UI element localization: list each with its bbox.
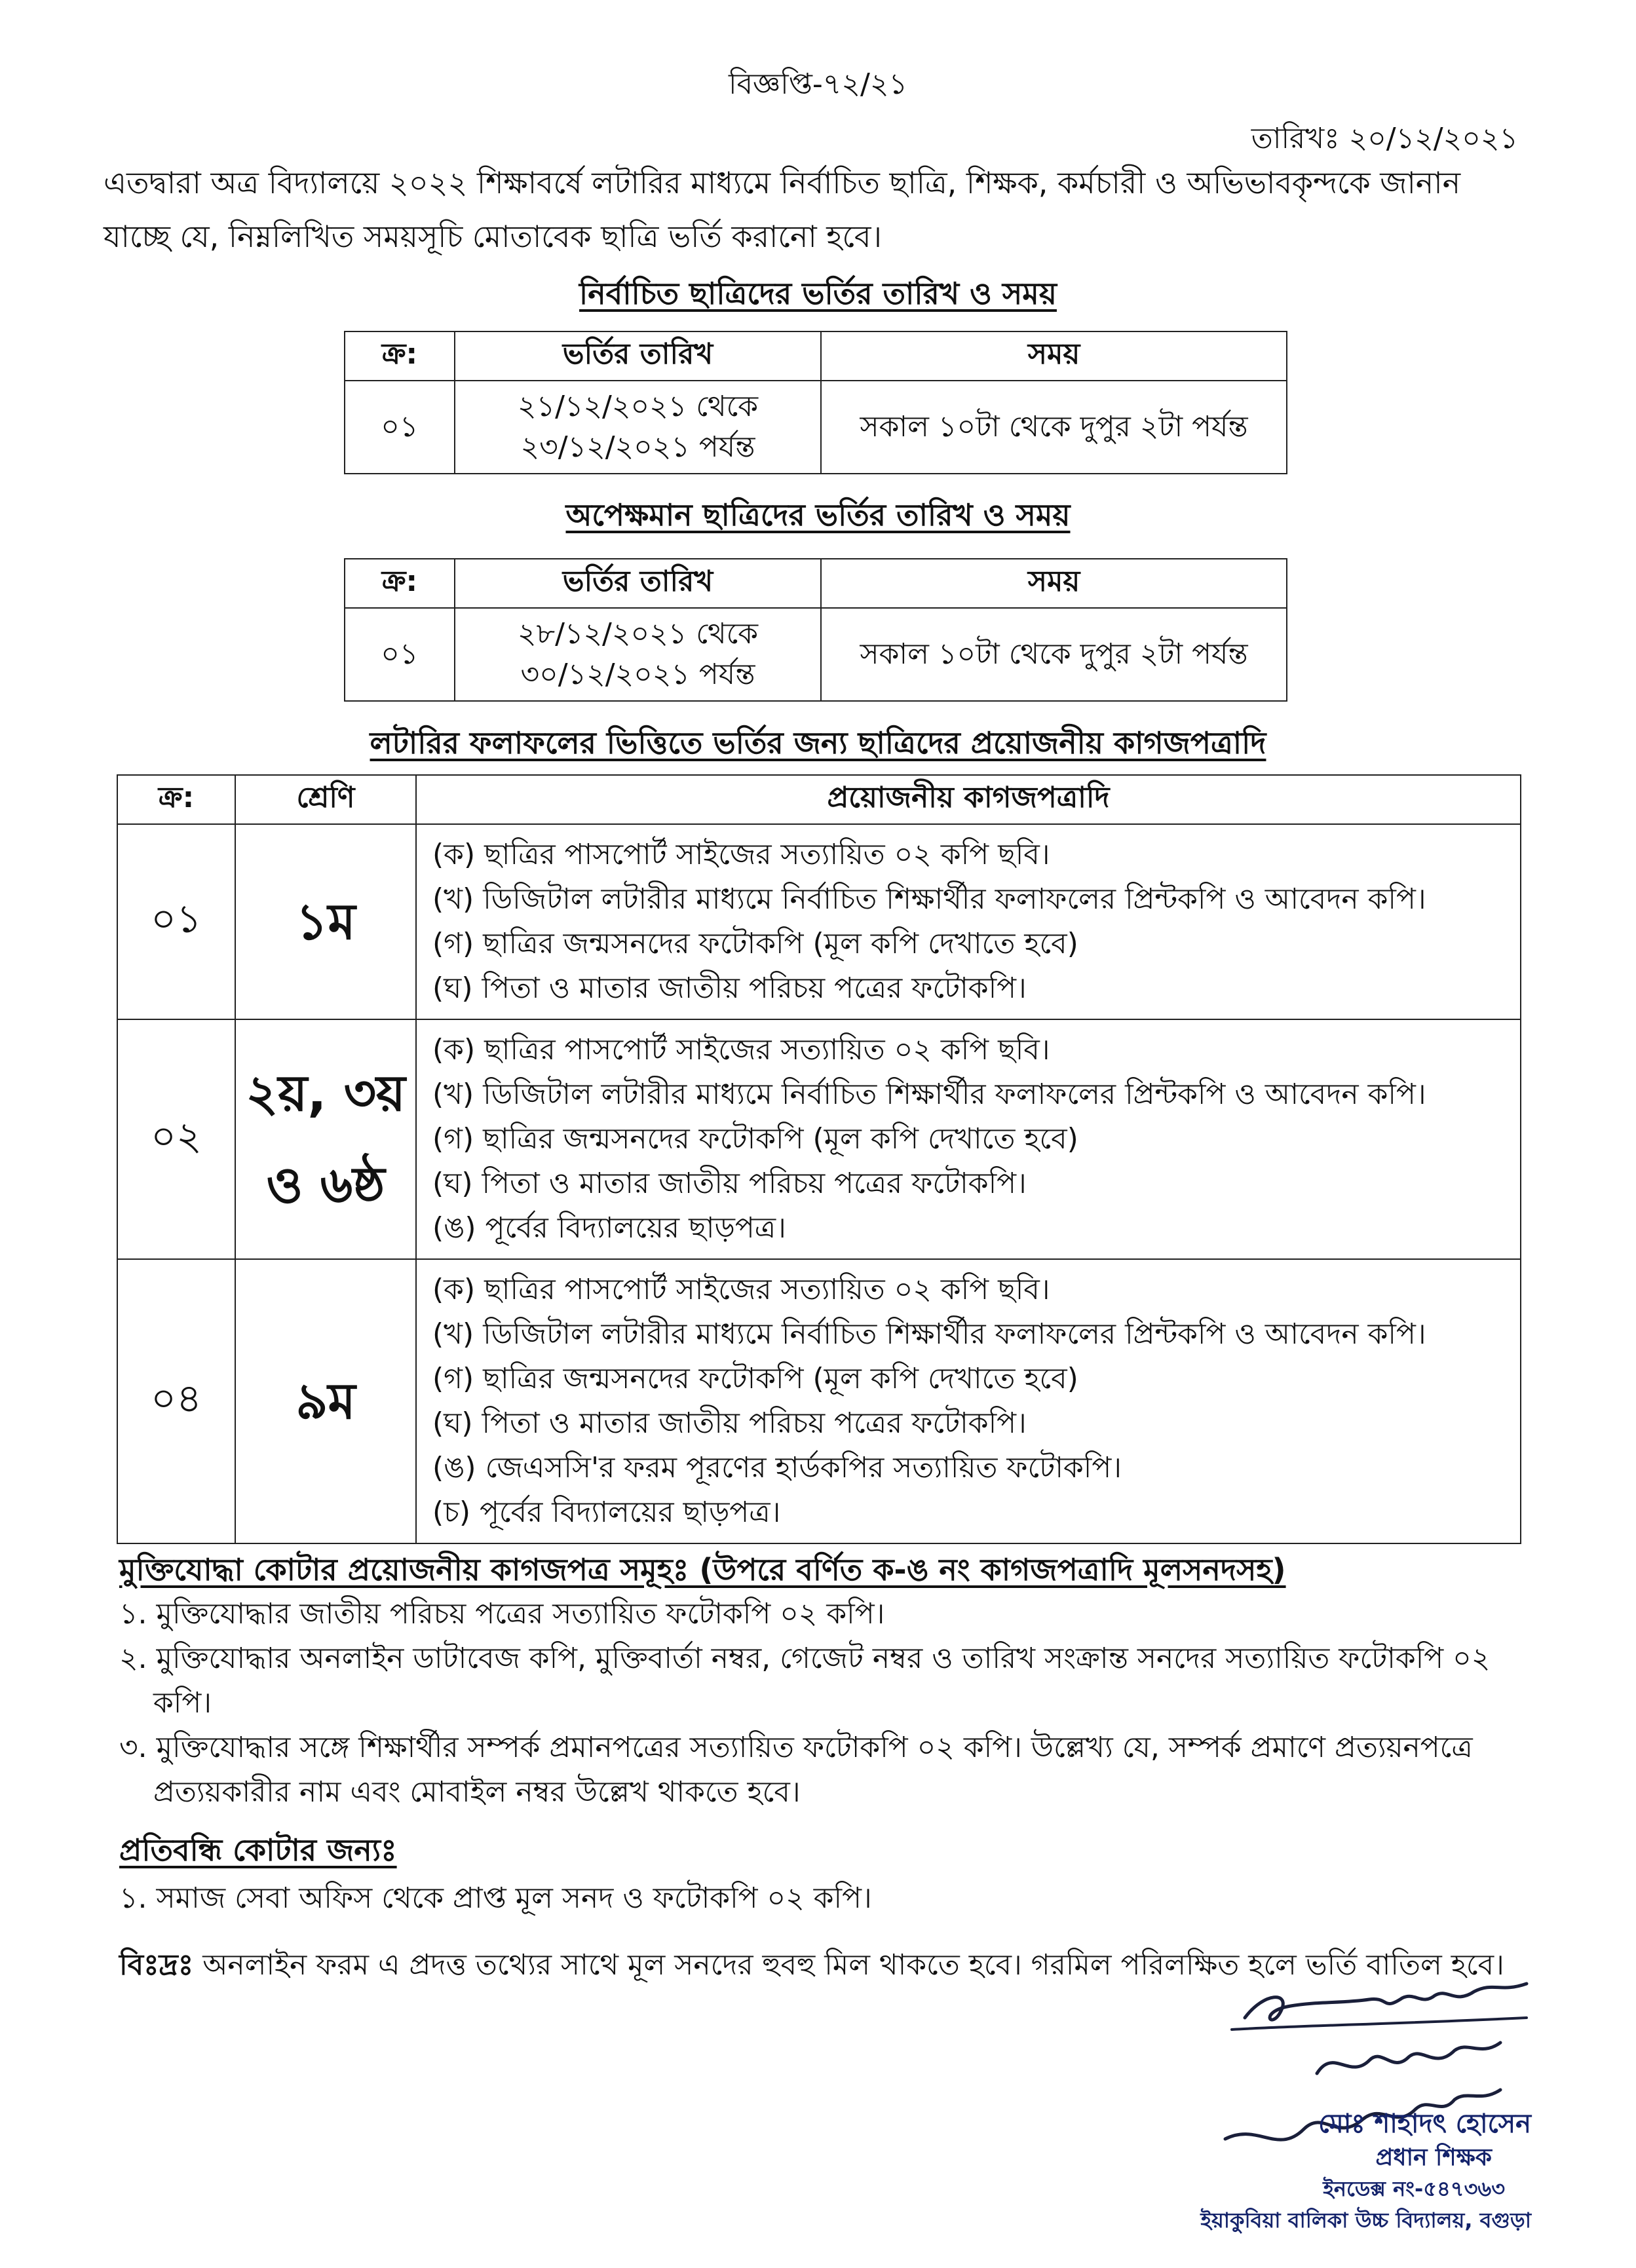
row-documents (416, 1259, 1521, 1543)
cell-time: সকাল ১০টা থেকে দুপুর ২টা পর্যন্ত (821, 381, 1287, 474)
list-item: (ঘ) পিতা ও মাতার জাতীয় পরিচয় পত্রের ফটোকপি। (432, 1167, 1027, 1200)
footnote-label: বিঃদ্রঃ (119, 1948, 194, 1982)
notice-number: বিজ্ঞপ্তি-৭২/২১ (728, 67, 908, 101)
cell-sl: ০১ (345, 381, 455, 474)
disability-quota-title: প্রতিবন্ধি কোটার জন্যঃ (119, 1832, 397, 1868)
row-sl: ০২ (117, 1019, 235, 1259)
table-header-row (345, 331, 1287, 381)
list-item: (ক) ছাত্রির পাসপোর্ট সাইজের সত্যায়িত ০২ কপি ছবি। (432, 838, 1050, 871)
list-item: (গ) ছাত্রির জন্মসনদের ফটোকপি (মূল কপি দেখাতে হবে) (432, 1122, 1078, 1156)
row-class: ৯ম (235, 1259, 416, 1543)
header-sl: ক্র: (345, 331, 455, 381)
cell-date: ২৮/১২/২০২১ থেকে ৩০/১২/২০২১ পর্যন্ত (455, 608, 821, 701)
signatory-name: মোঃ শাহাদৎ হোসেন (1318, 2109, 1531, 2139)
selected-schedule-title: নির্বাচিত ছাত্রিদের ভর্তির তারিখ ও সময় (579, 276, 1057, 311)
freedom-fighter-quota-title: মুক্তিযোদ্ধা কোটার প্রয়োজনীয় কাগজপত্র সমূহঃ (উপরে বর্ণিত ক-ঙ নং কাগজপত্রাদি মূলসনদসহ) (119, 1552, 1286, 1587)
table-row (345, 381, 1287, 474)
list-item: ৩. মুক্তিযোদ্ধার সঙ্গে শিক্ষার্থীর সম্পর্ক প্রমানপত্রের সত্যায়িত ফটোকপি ০২ কপি। উল্লেখ্য যে, সম্পর্ক প্রমাণে প্রত্যয়নপত্রে প্রত্যয়কারীর নাম এবং মোবাইল নম্বর উল্লেখ থাকতে হবে। (119, 1731, 1473, 1809)
header-sl: ক্র: (345, 559, 455, 608)
list-item: (ঙ) জেএসসি'র ফরম পূরণের হার্ডকপির সত্যায়িত ফটোকপি। (432, 1451, 1122, 1484)
freedom-fighter-quota-list (119, 1592, 1495, 1815)
cell-sl: ০১ (345, 608, 455, 701)
signatory-school: ইয়াকুবিয়া বালিকা উচ্চ বিদ্যালয়, বগুড়া (1200, 2208, 1531, 2233)
cell-time: সকাল ১০টা থেকে দুপুর ২টা পর্যন্ত (821, 608, 1287, 701)
list-item: (ঙ) পূর্বের বিদ্যালয়ের ছাড়পত্র। (432, 1211, 786, 1245)
list-item: (গ) ছাত্রির জন্মসনদের ফটোকপি (মূল কপি দেখাতে হবে) (432, 927, 1078, 960)
disability-quota-list (119, 1876, 1495, 1921)
row-sl: ০৪ (117, 1259, 235, 1543)
table-row (117, 1019, 1521, 1259)
signatory-designation: প্রধান শিক্ষক (1375, 2144, 1492, 2171)
notice-date: তারিখঃ ২০/১২/২০২১ (1251, 122, 1518, 155)
row-class: ১ম (235, 824, 416, 1019)
list-item: ১. মুক্তিযোদ্ধার জাতীয় পরিচয় পত্রের সত্যায়িত ফটোকপি ০২ কপি। (119, 1597, 885, 1631)
table-header-row (117, 775, 1521, 824)
table-row (345, 608, 1287, 701)
row-documents (416, 824, 1521, 1019)
footnote-text: অনলাইন ফরম এ প্রদত্ত তথ্যের সাথে মূল সনদের হুবহু মিল থাকতে হবে। গরমিল পরিলক্ষিত হলে ভর্তি বাতিল হবে। (193, 1948, 1504, 1982)
waiting-schedule-title: অপেক্ষমান ছাত্রিদের ভর্তির তারিখ ও সময় (565, 497, 1071, 533)
list-item: (ক) ছাত্রির পাসপোর্ট সাইজের সত্যায়িত ০২ কপি ছবি। (432, 1033, 1050, 1067)
list-item: (খ) ডিজিটাল লটারীর মাধ্যমে নির্বাচিত শিক্ষার্থীর ফলাফলের প্রিন্টকপি ও আবেদন কপি। (432, 1317, 1426, 1351)
list-item: (ক) ছাত্রির পাসপোর্ট সাইজের সত্যায়িত ০২ কপি ছবি। (432, 1273, 1050, 1306)
intro-paragraph: এতদ্বারা অত্র বিদ্যালয়ে ২০২২ শিক্ষাবর্ষে লটারির মাধ্যমে নির্বাচিত ছাত্রি, শিক্ষক, কর্মচারী ও অভিভাবকৃন্দকে জানান যাচ্ছে যে, নিম্নলিখিত সময়সূচি মোতাবেক ছাত্রি ভর্তি করানো হবে। (104, 165, 1461, 254)
table-row (117, 824, 1521, 1019)
list-item: (খ) ডিজিটাল লটারীর মাধ্যমে নির্বাচিত শিক্ষার্থীর ফলাফলের প্রিন্টকপি ও আবেদন কপি। (432, 1078, 1426, 1111)
header-documents: প্রয়োজনীয় কাগজপত্রাদি (416, 775, 1521, 824)
list-item: (ঘ) পিতা ও মাতার জাতীয় পরিচয় পত্রের ফটোকপি। (432, 972, 1027, 1005)
list-item: ২. মুক্তিযোদ্ধার অনলাইন ডাটাবেজ কপি, মুক্তিবার্তা নম্বর, গেজেট নম্বর ও তারিখ সংক্রান্ত সনদের সত্যায়িত ফটোকপি ০২ কপি। (119, 1642, 1491, 1720)
cell-date: ২১/১২/২০২১ থেকে ২৩/১২/২০২১ পর্যন্ত (455, 381, 821, 474)
list-item: (ঘ) পিতা ও মাতার জাতীয় পরিচয় পত্রের ফটোকপি। (432, 1407, 1027, 1440)
header-time: সময় (821, 331, 1287, 381)
row-sl: ০১ (117, 824, 235, 1019)
waiting-schedule-table (344, 558, 1287, 702)
header-admission-date: ভর্তির তারিখ (455, 331, 821, 381)
list-item: (খ) ডিজিটাল লটারীর মাধ্যমে নির্বাচিত শিক্ষার্থীর ফলাফলের প্রিন্টকপি ও আবেদন কপি। (432, 882, 1426, 916)
list-item: (গ) ছাত্রির জন্মসনদের ফটোকপি (মূল কপি দেখাতে হবে) (432, 1362, 1078, 1395)
table-header-row (345, 559, 1287, 608)
documents-title: লটারির ফলাফলের ভিত্তিতে ভর্তির জন্য ছাত্রিদের প্রয়োজনীয় কাগজপত্রাদি (370, 725, 1266, 761)
list-item: (চ) পূর্বের বিদ্যালয়ের ছাড়পত্র। (432, 1496, 781, 1529)
header-time: সময় (821, 559, 1287, 608)
list-item: ১. সমাজ সেবা অফিস থেকে প্রাপ্ত মূল সনদ ও ফটোকপি ০২ কপি। (119, 1881, 872, 1915)
header-sl: ক্র: (117, 775, 235, 824)
signatory-index: ইনডেক্স নং-৫৪৭৩৬৩ (1323, 2176, 1505, 2201)
documents-table (117, 774, 1521, 1544)
row-documents (416, 1019, 1521, 1259)
header-class: শ্রেণি (235, 775, 416, 824)
header-admission-date: ভর্তির তারিখ (455, 559, 821, 608)
table-row (117, 1259, 1521, 1543)
selected-schedule-table (344, 331, 1287, 474)
row-class: ২য়, ৩য় ও ৬ষ্ঠ (235, 1019, 416, 1259)
